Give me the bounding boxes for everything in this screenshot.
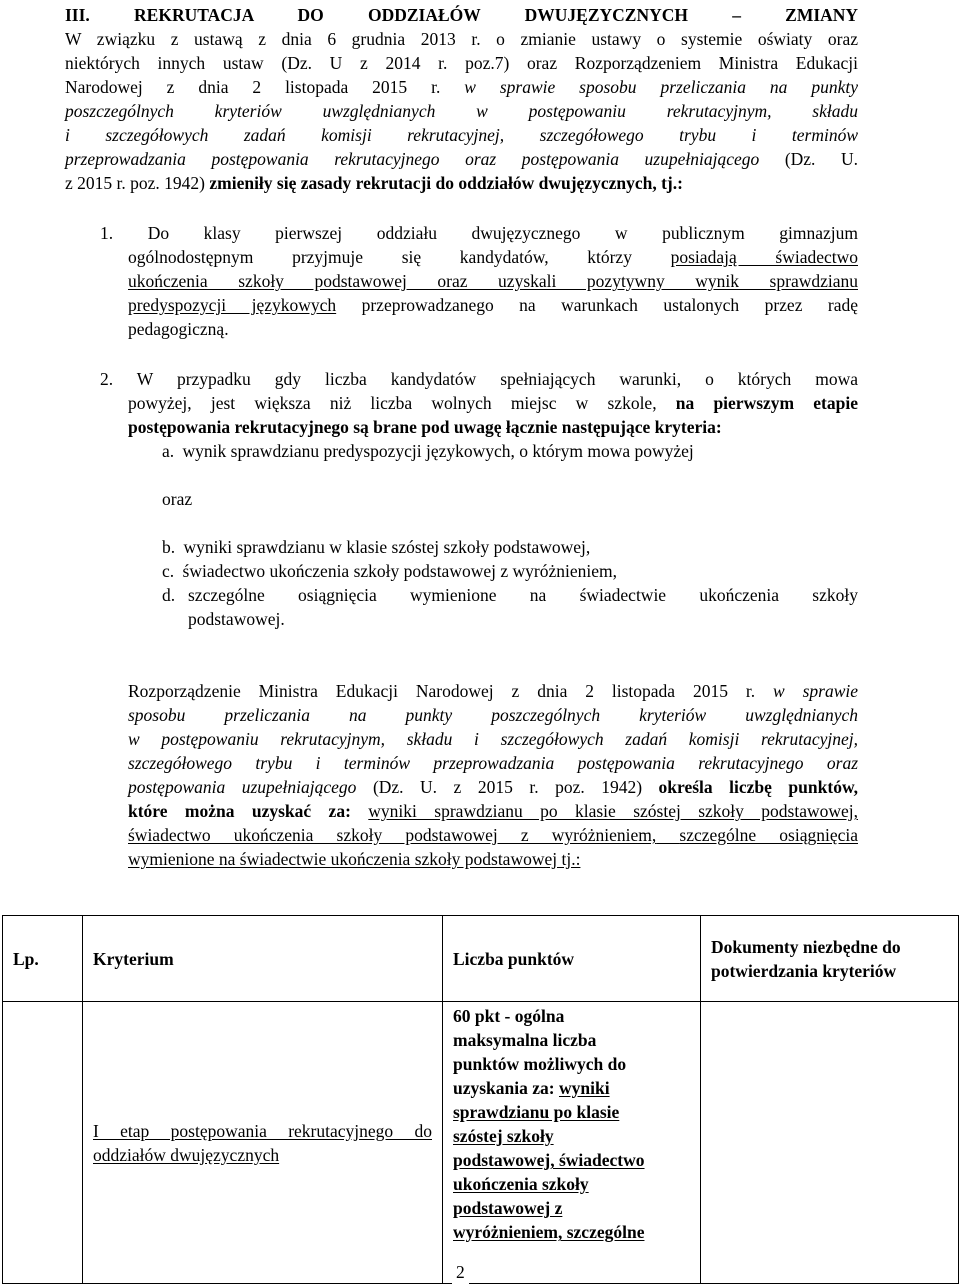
criterion-text: wyniki sprawdzianu w klasie szóstej szkoły podstawowej,	[183, 537, 591, 557]
intro-italic: przeprowadzania postępowania rekrutacyjnego oraz postępowania uzupełniającego	[65, 149, 760, 169]
regulation-line-1	[128, 679, 858, 703]
regulation-line-2: sposobu przeliczania na punkty poszczególnych kryteriów uwzględnianych	[128, 705, 858, 725]
regulation-underlined: wyniki sprawdzianu po klasie szóstej szkoły podstawowej,	[368, 801, 858, 821]
rule-1-line-4	[128, 293, 858, 317]
points-line: punktów możliwych do	[453, 1054, 627, 1074]
rule-2-line-3: postępowania rekrutacyjnego są brane pod uwagę łącznie następujące kryteria:	[128, 417, 722, 437]
points-line: 60 pkt - ogólna	[453, 1006, 565, 1026]
heading-word: ZMIANY	[785, 5, 859, 25]
intro-line-5: i szczegółowych zadań komisji rekrutacyjnej, szczegółowego trybu i terminów	[65, 125, 858, 145]
regulation-underlined: szczególne osiągnięcia	[679, 825, 858, 845]
regulation-line-6	[128, 799, 858, 823]
intro-line-2	[65, 51, 858, 75]
points-underlined: wyniki	[558, 1078, 610, 1098]
kryterium-line: I etap postępowania rekrutacyjnego do	[93, 1120, 432, 1141]
heading-word: REKRUTACJA	[134, 5, 254, 25]
criteria-oraz: oraz	[162, 489, 193, 509]
rule-text: przeprowadzanego na warunkach ustalonych przez radę	[361, 295, 859, 315]
criterion-text: wynik sprawdzianu predyspozycji językowych, o którym mowa powyżej	[182, 441, 694, 461]
intro-text: Narodowej z dnia 2 listopada 2015 r.	[65, 77, 441, 97]
intro-line-4: poszczególnych kryteriów uwzględnianych w postępowaniu rekrutacyjnym, składu	[65, 101, 858, 121]
table-header-row	[3, 916, 959, 1002]
intro-line-3	[65, 75, 858, 99]
regulation-line-7	[128, 823, 858, 847]
rule-2-line-2	[128, 391, 858, 415]
intro-line-6	[65, 147, 858, 171]
regulation-text: (Dz. U. z 2015 r. poz. 1942)	[372, 777, 643, 797]
heading-word: DWUJĘZYCZNYCH	[524, 5, 688, 25]
heading-word: DO	[297, 5, 324, 25]
criterion-b	[162, 535, 590, 559]
criterion-a	[162, 439, 694, 463]
header-dokumenty-line: potwierdzania kryteriów	[711, 960, 897, 981]
regulation-italic: w sprawie	[773, 681, 858, 701]
regulation-italic: postępowania uzupełniającego	[128, 777, 357, 797]
points-line: wyróżnieniem, szczególne	[453, 1222, 645, 1242]
rule-underlined: predyspozycji językowych	[128, 295, 337, 315]
rule-underlined: posiadają świadectwo	[670, 247, 858, 267]
heading-word: ODDZIAŁÓW	[367, 5, 481, 25]
intro-text: z 2015 r. poz. 1942)	[65, 173, 205, 193]
header-dokumenty	[701, 916, 959, 1002]
points-line: ukończenia szkoły	[453, 1174, 589, 1194]
rule-text: powyżej, jest większa niż liczba wolnych miejsc w szkole,	[128, 393, 657, 413]
points-line: podstawowej z	[453, 1198, 563, 1218]
heading-word: –	[732, 5, 741, 25]
rule-number: 1.	[100, 223, 114, 243]
criterion-letter: b.	[162, 537, 176, 557]
rule-1-line-3: ukończenia szkoły podstawowej oraz uzyskali pozytywny wynik sprawdzianu	[128, 271, 858, 291]
criterion-c	[162, 559, 617, 583]
rule-number: 2.	[100, 369, 114, 389]
kryterium-line: oddziałów dwujęzycznych	[93, 1144, 280, 1165]
criterion-letter: c.	[162, 561, 175, 581]
cell-dokumenty	[701, 1002, 959, 1284]
intro-text: (Dz. U.	[784, 149, 858, 169]
points-line: szóstej szkoły	[453, 1126, 554, 1146]
points-line: sprawdzianu po klasie	[453, 1102, 620, 1122]
cell-lp	[3, 1002, 83, 1284]
criteria-table	[2, 915, 959, 1284]
intro-line-1: W związku z ustawą z dnia 6 grudnia 2013 r. o zmianie ustawy o systemie oświaty oraz	[65, 29, 858, 49]
intro-line-7	[65, 171, 683, 195]
criterion-d-letter: d.	[162, 585, 176, 605]
rule-1-line-2	[128, 245, 858, 269]
points-line: podstawowej, świadectwo	[453, 1150, 645, 1170]
points-line	[453, 1076, 690, 1100]
heading-word: III.	[65, 5, 90, 25]
points-text: uzyskania za:	[453, 1078, 555, 1098]
table-row	[3, 1002, 959, 1284]
regulation-bold: które można uzyskać za:	[128, 801, 351, 821]
points-line: maksymalna liczba	[453, 1030, 597, 1050]
regulation-bold: określa liczbę punktów,	[658, 777, 858, 797]
intro-bold-conclusion: zmieniły się zasady rekrutacji do oddziałów dwujęzycznych, tj.:	[209, 173, 683, 193]
regulation-text: Rozporządzenie Ministra Edukacji Narodowej z dnia 2 listopada 2015 r.	[128, 681, 756, 701]
criterion-text: świadectwo ukończenia szkoły podstawowej z wyróżnieniem,	[182, 561, 617, 581]
regulation-line-3: w postępowaniu rekrutacyjnym, składu i szczegółowych zadań komisji rekrutacyjnej,	[128, 729, 858, 749]
regulation-line-5	[128, 775, 858, 799]
intro-text: niektórych innych ustaw (Dz. U z 2014 r. poz.7) oraz Rozporządzeniem Ministra Edukacji	[65, 53, 858, 73]
rule-1-line-1	[100, 221, 858, 245]
header-lp: Lp.	[3, 916, 83, 1002]
criterion-d-line-1: szczególne osiągnięcia wymienione na świadectwie ukończenia szkoły	[188, 585, 858, 605]
header-dokumenty-line: Dokumenty niezbędne do	[711, 936, 901, 957]
rule-2-line-1	[100, 367, 858, 391]
rule-text: Do klasy pierwszej oddziału dwujęzycznego w publicznym gimnazjum	[147, 223, 859, 243]
rule-text: W przypadku gdy liczba kandydatów spełniających warunki, o których mowa	[136, 369, 858, 389]
regulation-line-4: szczegółowego trybu i terminów przeprowadzania postępowania rekrutacyjnego oraz	[128, 753, 858, 773]
criterion-letter: a.	[162, 441, 175, 461]
rule-bold: na pierwszym etapie	[675, 393, 859, 413]
rule-text: ogólnodostępnym przyjmuje się kandydatów, którzy	[128, 247, 632, 267]
page-number: 2	[452, 1260, 469, 1284]
header-kryterium: Kryterium	[83, 916, 443, 1002]
regulation-line-8: wymienione na świadectwie ukończenia szkoły podstawowej tj.:	[128, 849, 581, 869]
section-heading	[65, 3, 858, 27]
criterion-d-line-2: podstawowej.	[188, 609, 285, 629]
cell-liczba-punktow	[443, 1002, 701, 1284]
cell-kryterium	[83, 1002, 443, 1284]
rule-1-line-5: pedagogiczną.	[128, 319, 229, 339]
regulation-underlined: świadectwo ukończenia szkoły podstawowej z wyróżnieniem,	[128, 825, 657, 845]
header-liczba-punktow: Liczba punktów	[443, 916, 701, 1002]
regulation-title-italic: w sprawie sposobu przeliczania na punkty	[464, 77, 858, 97]
